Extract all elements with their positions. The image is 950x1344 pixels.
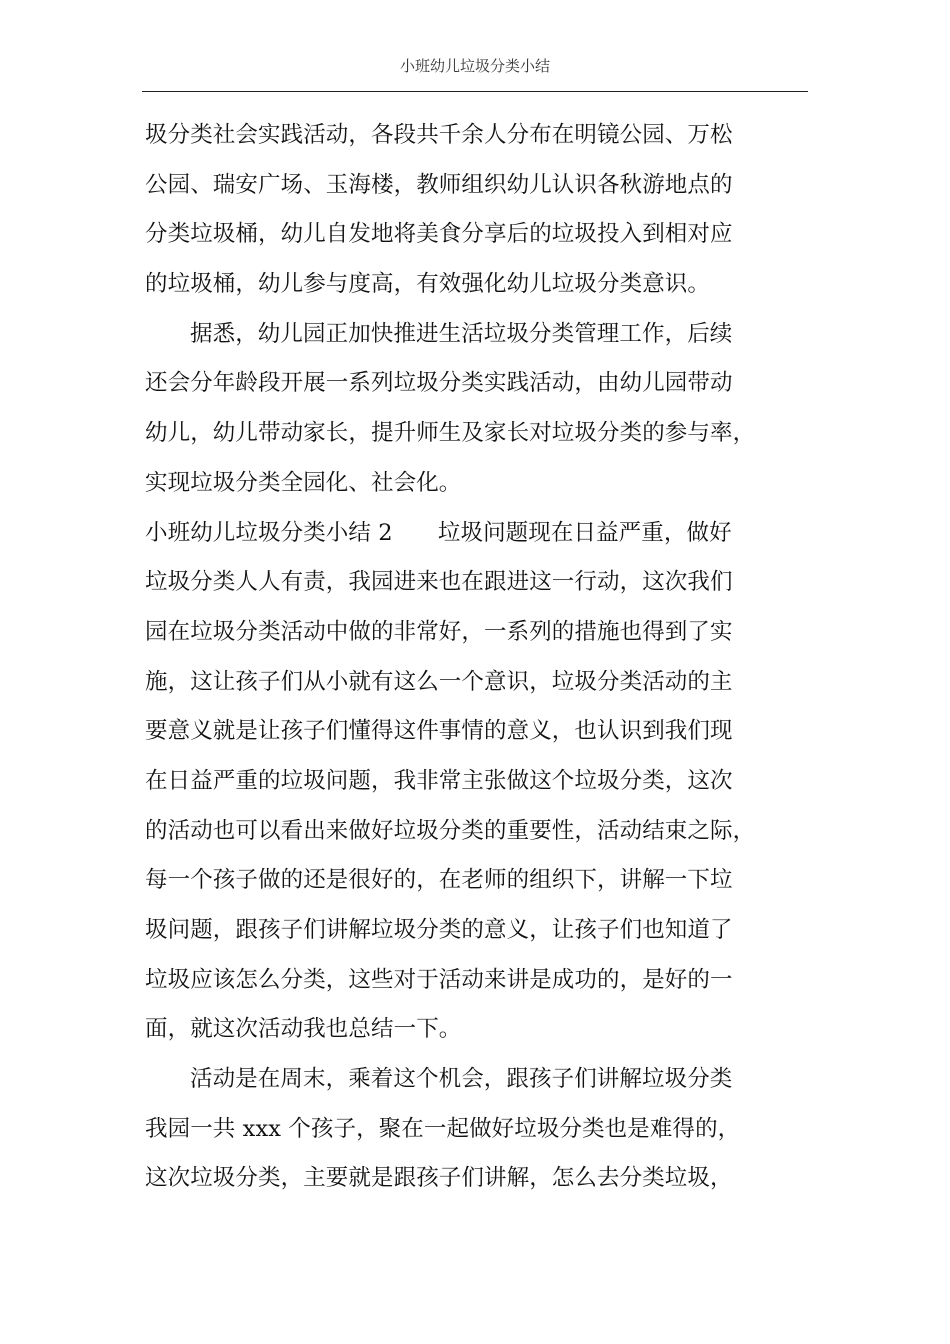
text-line: 垃圾应该怎么分类，这些对于活动来讲是成功的，是好的一	[145, 966, 733, 993]
text-line: 小班幼儿垃圾分类小结 2 垃圾问题现在日益严重，做好	[145, 519, 732, 546]
text-line: 施，这让孩子们从小就有这么一个意识，垃圾分类活动的主	[145, 668, 733, 695]
text-line: 的活动也可以看出来做好垃圾分类的重要性，活动结束之际，	[145, 817, 756, 844]
text-line: 园在垃圾分类活动中做的非常好，一系列的措施也得到了实	[145, 618, 733, 645]
text-line: 分类垃圾桶，幼儿自发地将美食分享后的垃圾投入到相对应	[145, 221, 733, 248]
text-line: 面，就这次活动我也总结一下。	[145, 1016, 462, 1043]
header-divider	[142, 91, 808, 92]
text-line: 圾分类社会实践活动，各段共千余人分布在明镜公园、万松	[145, 122, 733, 148]
text-line: 这次垃圾分类，主要就是跟孩子们讲解，怎么去分类垃圾，	[145, 1165, 733, 1192]
text-line: 还会分年龄段开展一系列垃圾分类实践活动，由幼儿园带动	[145, 370, 733, 397]
text-line: 要意义就是让孩子们懂得这件事情的意义，也认识到我们现	[145, 718, 733, 745]
page-header-title: 小班幼儿垃圾分类小结	[399, 57, 550, 75]
text-line: 圾问题，跟孩子们讲解垃圾分类的意义，让孩子们也知道了	[145, 917, 733, 943]
text-line: 的垃圾桶，幼儿参与度高，有效强化幼儿垃圾分类意识。	[145, 271, 711, 298]
text-line: 每一个孩子做的还是很好的，在老师的组织下，讲解一下垃	[145, 867, 733, 894]
text-line: 据悉，幼儿园正加快推进生活垃圾分类管理工作，后续	[190, 320, 733, 347]
text-line: 我园一共 xxx 个孩子，聚在一起做好垃圾分类也是难得的，	[145, 1115, 741, 1142]
text-line: 垃圾分类人人有责，我园进来也在跟进这一行动，这次我们	[145, 569, 733, 596]
text-line: 活动是在周末，乘着这个机会，跟孩子们讲解垃圾分类	[190, 1066, 733, 1093]
text-line: 在日益严重的垃圾问题，我非常主张做这个垃圾分类，这次	[145, 767, 733, 794]
text-line: 公园、瑞安广场、玉海楼，教师组织幼儿认识各秋游地点的	[145, 171, 733, 198]
text-line: 幼儿，幼儿带动家长，提升师生及家长对垃圾分类的参与率，	[145, 420, 756, 447]
text-line: 实现垃圾分类全园化、社会化。	[145, 469, 462, 496]
document-body	[145, 111, 815, 1204]
